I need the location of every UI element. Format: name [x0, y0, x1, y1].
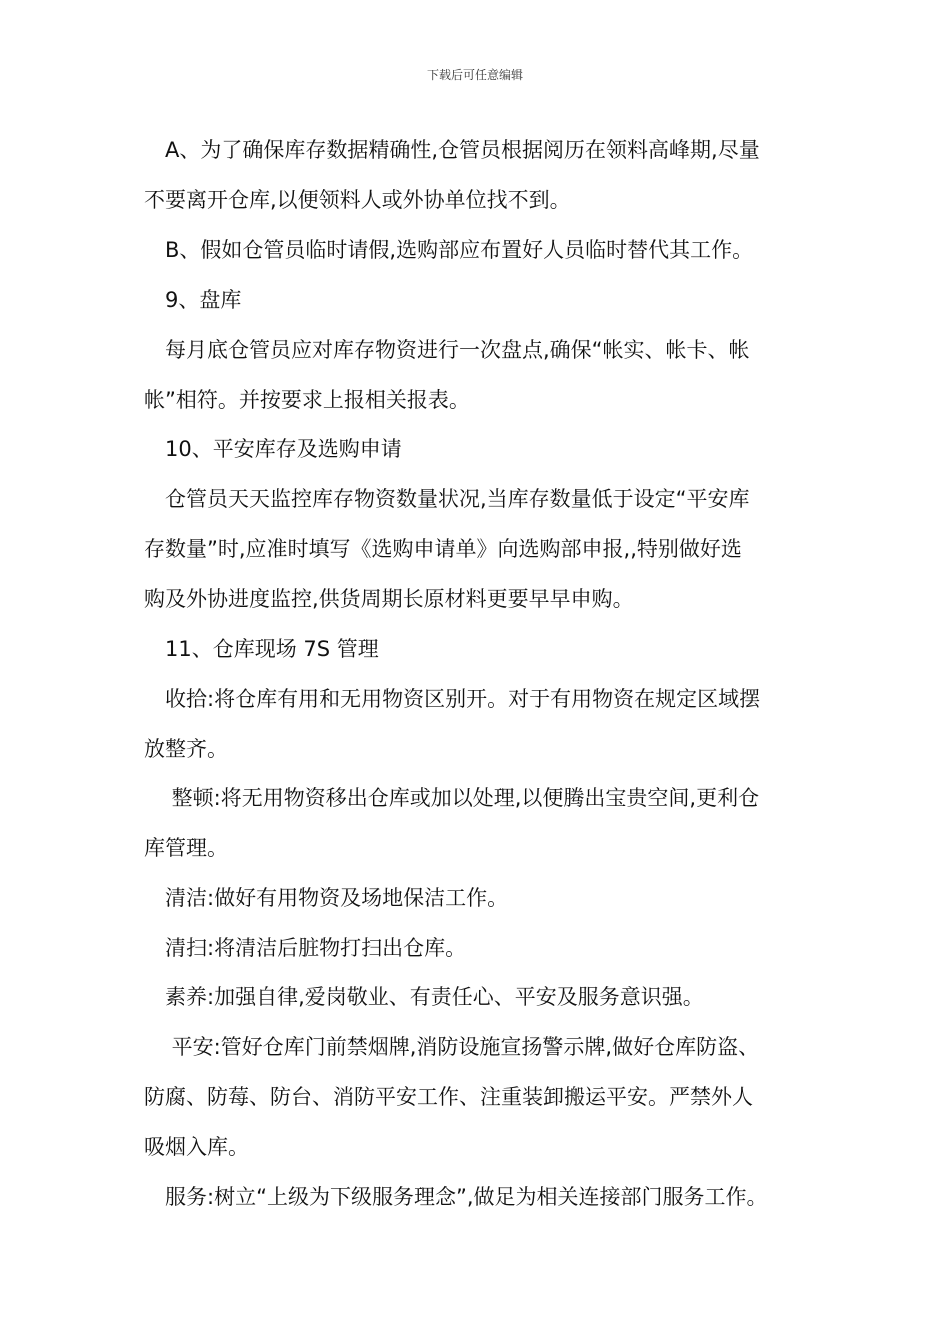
page-header: 下载后可任意编辑	[426, 68, 523, 82]
text-line: 吸烟入库。	[144, 1135, 249, 1159]
text-line: 放整齐。	[144, 737, 228, 761]
text-line: 清扫:将清洁后脏物打扫出仓库。	[144, 936, 467, 960]
text-line: A、为了确保库存数据精确性,仓管员根据阅历在领料高峰期,尽量	[144, 138, 760, 162]
section-heading: 9、盘库	[144, 288, 242, 312]
text-line: 防腐、防莓、防台、消防平安工作、注重装卸搬运平安。严禁外人	[144, 1085, 753, 1109]
section-heading: 10、平安库存及选购申请	[144, 437, 402, 461]
section-heading: 11、仓库现场 7S 管理	[144, 637, 379, 661]
text-line: 平安:管好仓库门前禁烟牌,消防设施宣扬警示牌,做好仓库防盗、	[144, 1035, 760, 1059]
text-line: 购及外协进度监控,供货周期长原材料更要早早申购。	[144, 587, 634, 611]
text-line: 清洁:做好有用物资及场地保洁工作。	[144, 886, 509, 910]
text-line: 不要离开仓库,以便领料人或外协单位找不到。	[144, 188, 571, 212]
text-line: 整顿:将无用物资移出仓库或加以处理,以便腾出宝贵空间,更利仓	[144, 786, 760, 810]
text-line: 帐”相符。并按要求上报相关报表。	[144, 388, 470, 412]
text-line: 仓管员天天监控库存物资数量状况,当库存数量低于设定“平安库	[144, 487, 750, 511]
text-line: 素养:加强自律,爱岗敬业、有责任心、平安及服务意识强。	[144, 985, 704, 1009]
text-line: B、假如仓管员临时请假,选购部应布置好人员临时替代其工作。	[144, 238, 754, 262]
text-line: 存数量”时,应准时填写《选购申请单》向选购部申报,,特别做好选	[144, 537, 742, 561]
text-line: 每月底仓管员应对库存物资进行一次盘点,确保“帐实、帐卡、帐	[144, 338, 750, 362]
text-line: 收拾:将仓库有用和无用物资区别开。对于有用物资在规定区域摆	[144, 687, 761, 711]
text-line: 服务:树立“上级为下级服务理念”,做足为相关连接部门服务工作。	[144, 1185, 768, 1209]
text-line: 库管理。	[144, 836, 228, 860]
